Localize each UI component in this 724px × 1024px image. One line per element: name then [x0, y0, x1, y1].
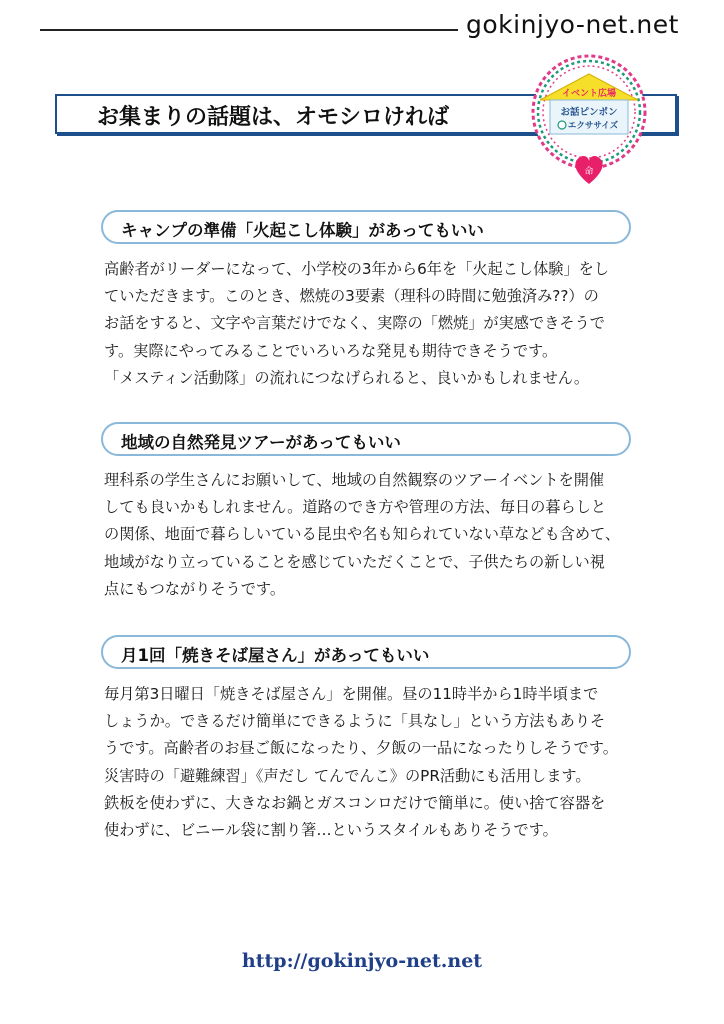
- paragraph-line: うです。高齢者のお昼ご飯になったり、夕飯の一品になったりしそうです。: [104, 739, 618, 758]
- footer-url-link[interactable]: http://gokinjyo-net.net: [241, 950, 483, 972]
- badge-line2: エクササイズ: [567, 121, 619, 131]
- section-heading-text: キャンプの準備「火起こし体験」があってもいい: [121, 221, 484, 240]
- heart-label: 命: [584, 167, 594, 177]
- section-body-nature-tour: [104, 467, 644, 603]
- paragraph-line: 鉄板を使わずに、大きなお鍋とガスコンロだけで簡単に。使い捨て容器を: [104, 793, 606, 812]
- paragraph-line: 高齢者がリーダーになって、小学校の3年から6年を「火起こし体験」をし: [104, 260, 610, 278]
- section-heading-text: 月1回「焼きそば屋さん」があってもいい: [121, 646, 430, 665]
- paragraph-line: 災害時の「避難練習」《声だし てんでんこ》のPR活動にも活用します。: [104, 766, 591, 785]
- section-heading-text: 地域の自然発見ツアーがあってもいい: [121, 433, 401, 452]
- ball-icon: [558, 121, 566, 129]
- site-name: gokinjyo-net.net: [466, 10, 679, 39]
- page-title: お集まりの話題は、オモシロければ: [97, 105, 450, 130]
- paragraph-line: お話をすると、文字や言葉だけでなく、実際の「燃焼」が実感できそうで: [104, 314, 605, 333]
- paragraph-line: 毎月第3日曜日「焼きそば屋さん」を開催。昼の11時半から1時半頃まで: [104, 685, 599, 703]
- paragraph-line: 使わずに、ビニール袋に割り箸…というスタイルもありそうです。: [104, 821, 558, 840]
- section-heading-yakisoba: [101, 635, 631, 669]
- header-rule: [40, 29, 458, 31]
- badge-line1: お話ピンポン: [560, 107, 618, 118]
- paragraph-line: しても良いかもしれません。道路のでき方や管理の方法、毎日の暮らしと: [104, 498, 607, 517]
- section-heading-camp: [101, 210, 631, 244]
- badge-roof-label: イベント広場: [561, 89, 617, 99]
- paragraph-line: 理科系の学生さんにお願いして、地域の自然観察のツアーイベントを開催: [104, 471, 605, 489]
- paragraph-line: しょうか。できるだけ簡単にできるように「具なし」という方法もありそ: [104, 712, 606, 731]
- paragraph-line: 地域がなり立っていることを感じていただくことで、子供たちの新しい視: [104, 552, 605, 571]
- paragraph-line: ていただきます。このとき、燃焼の3要素（理科の時間に勉強済み??）の: [104, 287, 599, 306]
- event-badge-logo: [514, 52, 664, 186]
- section-heading-nature-tour: [101, 422, 631, 456]
- paragraph-line: す。実際にやってみることでいろいろな発見も期待できそうです。: [104, 341, 558, 360]
- paragraph-line: 「メスティン活動隊」の流れにつなげられると、良いかもしれません。: [104, 368, 590, 387]
- paragraph-line: 点にもつながりそうです。: [104, 579, 286, 598]
- section-body-camp: [104, 256, 644, 392]
- paragraph-line: の関係、地面で暮らしいている昆虫や名も知られていない草なども含めて、: [104, 525, 621, 544]
- section-body-yakisoba: [104, 681, 644, 844]
